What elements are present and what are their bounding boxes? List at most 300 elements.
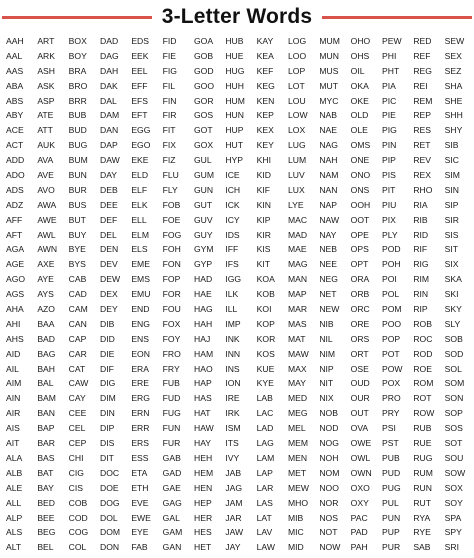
word-cell: SOM bbox=[444, 378, 465, 389]
word-cell: HUP bbox=[225, 125, 244, 136]
word-cell: GAM bbox=[162, 527, 183, 538]
word-cell: BAT bbox=[37, 467, 54, 478]
word-cell: NIX bbox=[319, 393, 334, 404]
word-cell: RID bbox=[413, 229, 429, 240]
word-cell: HUN bbox=[225, 110, 244, 121]
word-cell: SHH bbox=[444, 110, 463, 121]
word-cell: FOG bbox=[162, 229, 182, 240]
word-cell: KYE bbox=[256, 378, 274, 389]
word-cell: PUR bbox=[382, 542, 401, 553]
word-cell: KEN bbox=[256, 95, 275, 106]
word-cell: REV bbox=[413, 155, 431, 166]
word-cell: KEX bbox=[256, 125, 274, 136]
word-cell: CAB bbox=[68, 274, 87, 285]
word-cell: GOA bbox=[194, 36, 214, 46]
word-cell: DAY bbox=[100, 170, 118, 181]
word-cell: HAG bbox=[194, 304, 213, 315]
word-cell: FOY bbox=[162, 333, 181, 344]
word-cell: OLE bbox=[350, 125, 368, 136]
word-cell: SEX bbox=[444, 50, 462, 61]
word-cell: DAP bbox=[100, 140, 118, 151]
word-cell: DOE bbox=[100, 482, 119, 493]
word-cell: SKA bbox=[444, 274, 462, 285]
word-cell: FLU bbox=[162, 170, 179, 181]
word-cell: BYE bbox=[68, 244, 86, 255]
word-cell: ORC bbox=[350, 304, 370, 315]
word-cell: LAG bbox=[256, 438, 274, 449]
word-cell: EDS bbox=[131, 36, 149, 46]
word-cell: JAG bbox=[225, 482, 243, 493]
word-cell: BUT bbox=[68, 214, 86, 225]
word-cell: PIA bbox=[382, 80, 396, 91]
word-cell: OKE bbox=[350, 95, 369, 106]
word-cell: MED bbox=[288, 393, 308, 404]
word-cell: MAE bbox=[288, 244, 307, 255]
word-cell: SIS bbox=[444, 229, 459, 240]
word-cell: HAH bbox=[194, 318, 213, 329]
word-cell: POL bbox=[382, 289, 400, 300]
word-cell: NOM bbox=[319, 467, 340, 478]
word-cell: JAB bbox=[225, 467, 242, 478]
word-cell: PSI bbox=[382, 423, 396, 434]
word-cell: NOH bbox=[319, 452, 339, 463]
word-cell: IRK bbox=[225, 408, 240, 419]
word-cell: BEE bbox=[37, 512, 55, 523]
word-cell: LUX bbox=[288, 184, 305, 195]
word-cell: MID bbox=[288, 542, 304, 553]
word-cell: MHO bbox=[288, 497, 309, 508]
word-cell: GUM bbox=[194, 170, 215, 181]
word-cell: BUN bbox=[68, 170, 87, 181]
word-cell: ELL bbox=[131, 214, 147, 225]
word-cell: HAY bbox=[194, 438, 212, 449]
word-cell: MAC bbox=[288, 214, 308, 225]
word-cell: NAB bbox=[319, 110, 337, 121]
title-rule-right bbox=[322, 16, 472, 19]
word-cell: BUR bbox=[68, 184, 87, 195]
word-cell: LAW bbox=[256, 542, 275, 553]
word-cell: HUB bbox=[225, 36, 244, 46]
word-cell: DAD bbox=[100, 36, 119, 46]
word-cell: DOL bbox=[100, 512, 118, 523]
word-cell: LAC bbox=[256, 408, 274, 419]
word-cell: LUV bbox=[288, 170, 305, 181]
word-cell: AGO bbox=[6, 274, 26, 285]
word-cell: DIF bbox=[100, 363, 114, 374]
word-cell: REP bbox=[413, 110, 431, 121]
word-cell: MEL bbox=[288, 423, 306, 434]
word-cell: PIS bbox=[382, 170, 396, 181]
word-cell: OMS bbox=[350, 140, 371, 151]
word-cell: LAB bbox=[256, 393, 273, 404]
word-cell: RUE bbox=[413, 438, 432, 449]
word-cell: FIR bbox=[162, 110, 177, 121]
word-cell: ASP bbox=[37, 95, 55, 106]
word-cell: ONO bbox=[350, 170, 371, 181]
word-cell: MEW bbox=[288, 482, 310, 493]
word-cell: BAA bbox=[37, 318, 55, 329]
word-cell: COL bbox=[68, 542, 87, 553]
word-cell: CHI bbox=[68, 452, 84, 463]
word-cell: CEE bbox=[68, 408, 87, 419]
word-cell: ASH bbox=[37, 65, 55, 76]
word-cell: RIB bbox=[413, 214, 428, 225]
word-cell: BUM bbox=[68, 155, 88, 166]
word-cell: OUR bbox=[350, 393, 370, 404]
word-cell: MEG bbox=[288, 408, 308, 419]
word-cell: FUD bbox=[162, 393, 181, 404]
word-cell: LOG bbox=[288, 36, 307, 46]
word-cell: SIT bbox=[444, 244, 459, 255]
word-cell: SOL bbox=[444, 363, 462, 374]
word-cell: LAS bbox=[256, 497, 273, 508]
word-cell: SIP bbox=[444, 199, 459, 210]
word-cell: GOB bbox=[194, 50, 214, 61]
word-cell: KIR bbox=[256, 229, 271, 240]
word-cell: AWL bbox=[37, 229, 56, 240]
word-cell: CAR bbox=[68, 348, 87, 359]
word-cell: LAD bbox=[256, 423, 274, 434]
word-cell: NIM bbox=[319, 348, 336, 359]
word-cell: FIX bbox=[162, 140, 177, 151]
word-cell: BRO bbox=[68, 80, 88, 91]
word-cell: PHI bbox=[382, 50, 397, 61]
word-cell: GUT bbox=[194, 199, 213, 210]
word-cell: OHO bbox=[350, 36, 371, 46]
word-cell: FID bbox=[162, 36, 177, 46]
word-cell: DAN bbox=[100, 125, 119, 136]
word-cell: MEM bbox=[288, 438, 309, 449]
word-cell: EMU bbox=[131, 289, 151, 300]
word-cell: POI bbox=[382, 274, 397, 285]
word-cell: ENS bbox=[131, 333, 149, 344]
word-cell: DIS bbox=[100, 438, 115, 449]
word-cell: NOG bbox=[319, 438, 339, 449]
word-cell: ROE bbox=[413, 363, 432, 374]
word-cell: LOT bbox=[288, 80, 305, 91]
word-cell: KIF bbox=[256, 184, 271, 195]
word-cell: OWL bbox=[350, 452, 371, 463]
word-cell: AVA bbox=[37, 155, 54, 166]
word-cell: DEL bbox=[100, 229, 117, 240]
word-cell: CAP bbox=[68, 333, 87, 344]
word-cell: BOY bbox=[68, 50, 87, 61]
word-cell: DEX bbox=[100, 289, 118, 300]
word-cell: SIN bbox=[444, 184, 459, 195]
word-cell: PUB bbox=[382, 452, 400, 463]
word-cell: FUB bbox=[162, 378, 180, 389]
word-cell: DAK bbox=[100, 80, 118, 91]
word-cell: AWA bbox=[37, 199, 57, 210]
word-cell: GOS bbox=[194, 110, 214, 121]
word-cell: ERR bbox=[131, 423, 150, 434]
word-cell: PIT bbox=[382, 184, 396, 195]
word-cell: ILL bbox=[225, 304, 238, 315]
word-cell: ENG bbox=[131, 318, 150, 329]
word-cell: ATT bbox=[37, 125, 53, 136]
word-cell: KEY bbox=[256, 140, 274, 151]
word-cell: NEW bbox=[319, 304, 340, 315]
word-cell: CAM bbox=[68, 304, 88, 315]
word-cell: RUG bbox=[413, 452, 433, 463]
word-cell: FON bbox=[162, 259, 181, 270]
word-cell: SKI bbox=[444, 289, 459, 300]
word-cell: DOM bbox=[100, 527, 121, 538]
word-cell: BRR bbox=[68, 95, 87, 106]
word-cell: OHS bbox=[350, 50, 370, 61]
word-cell: SIB bbox=[444, 140, 459, 151]
word-cell: OXY bbox=[350, 497, 369, 508]
word-cell: MAY bbox=[288, 378, 306, 389]
word-cell: DID bbox=[100, 333, 115, 344]
word-cell: DIT bbox=[100, 452, 114, 463]
word-cell: MEN bbox=[288, 452, 308, 463]
word-cell: PIX bbox=[382, 214, 396, 225]
word-cell: LOX bbox=[288, 125, 306, 136]
word-cell: OOT bbox=[350, 214, 370, 225]
word-cell: BAR bbox=[37, 438, 55, 449]
word-cell: NOT bbox=[319, 527, 338, 538]
word-cell: ADD bbox=[6, 155, 25, 166]
word-cell: EEK bbox=[131, 50, 149, 61]
word-cell: PIG bbox=[382, 125, 397, 136]
word-cell: ELD bbox=[131, 170, 149, 181]
word-cell: EGO bbox=[131, 140, 151, 151]
word-cell: FIT bbox=[162, 125, 176, 136]
word-cell: HUG bbox=[225, 65, 245, 76]
word-cell: AAL bbox=[6, 50, 23, 61]
word-cell: ETA bbox=[131, 467, 148, 478]
word-cell: POW bbox=[382, 363, 403, 374]
word-cell: GAN bbox=[162, 542, 182, 553]
word-cell: RIA bbox=[413, 199, 428, 210]
word-cell: OWN bbox=[350, 467, 372, 478]
word-cell: NOS bbox=[319, 512, 338, 523]
word-cell: ROC bbox=[413, 333, 433, 344]
word-cell: EYE bbox=[131, 527, 149, 538]
word-cell: SEW bbox=[444, 36, 465, 46]
word-cell: HAO bbox=[194, 363, 213, 374]
word-cell: AIM bbox=[6, 378, 22, 389]
word-cell: MAG bbox=[288, 259, 308, 270]
word-cell: FOR bbox=[162, 289, 181, 300]
word-cell: NOW bbox=[319, 542, 341, 553]
word-cell: NIT bbox=[319, 378, 334, 389]
word-cell: ROD bbox=[413, 348, 433, 359]
word-cell: BAG bbox=[37, 348, 56, 359]
word-cell: REX bbox=[413, 170, 431, 181]
word-cell: ORT bbox=[350, 348, 369, 359]
word-cell: OKA bbox=[350, 80, 369, 91]
word-cell: KAY bbox=[256, 36, 274, 46]
word-cell: POH bbox=[382, 259, 401, 270]
word-cell: ELM bbox=[131, 229, 149, 240]
word-cell: IGG bbox=[225, 274, 242, 285]
word-cell: ALA bbox=[6, 452, 23, 463]
word-cell: OIL bbox=[350, 65, 365, 76]
word-cell: AIN bbox=[6, 393, 21, 404]
word-cell: KEA bbox=[256, 50, 274, 61]
word-cell: MAS bbox=[288, 318, 307, 329]
word-cell: DEF bbox=[100, 214, 118, 225]
word-cell: ABY bbox=[6, 110, 24, 121]
word-cell: EON bbox=[131, 348, 150, 359]
word-cell: BEL bbox=[37, 542, 54, 553]
word-cell: ELK bbox=[131, 199, 148, 210]
word-cell: JAR bbox=[225, 512, 242, 523]
word-cell: SIR bbox=[444, 214, 459, 225]
word-cell: IMP bbox=[225, 318, 241, 329]
word-cell: GAE bbox=[162, 482, 181, 493]
word-cell: ICY bbox=[225, 214, 240, 225]
word-cell: PUG bbox=[382, 482, 401, 493]
word-cell: AIL bbox=[6, 363, 19, 374]
word-cell: ORS bbox=[350, 333, 370, 344]
word-cell: HAJ bbox=[194, 333, 211, 344]
word-cell: DIM bbox=[100, 393, 116, 404]
word-cell: SOX bbox=[444, 482, 463, 493]
word-cell: POP bbox=[382, 333, 401, 344]
word-cell: HES bbox=[194, 527, 212, 538]
word-cell: PIE bbox=[382, 110, 396, 121]
word-cell: GOT bbox=[194, 125, 213, 136]
word-cell: DAG bbox=[100, 50, 119, 61]
word-cell: OPT bbox=[350, 259, 369, 270]
word-cell: JAY bbox=[225, 542, 241, 553]
word-cell: HAE bbox=[194, 289, 212, 300]
word-cell: POT bbox=[382, 348, 400, 359]
word-cell: RUT bbox=[413, 497, 431, 508]
word-cell: RIM bbox=[413, 274, 430, 285]
word-cell: COD bbox=[68, 512, 88, 523]
word-cell: ITS bbox=[225, 438, 239, 449]
word-cell: CEL bbox=[68, 423, 86, 434]
word-cell: AIS bbox=[6, 423, 20, 434]
word-cell: AGS bbox=[6, 289, 25, 300]
word-cell: SON bbox=[444, 393, 464, 404]
word-cell: GAD bbox=[162, 467, 182, 478]
word-cell: JAW bbox=[225, 527, 244, 538]
word-cell: CAN bbox=[68, 318, 87, 329]
word-cell: REG bbox=[413, 65, 432, 76]
word-cell: NET bbox=[319, 289, 337, 300]
word-cell: OPS bbox=[350, 244, 369, 255]
word-cell: AIT bbox=[6, 438, 20, 449]
word-cell: NIP bbox=[319, 363, 334, 374]
word-cell: IFF bbox=[225, 244, 239, 255]
word-cell: RYE bbox=[413, 527, 431, 538]
word-cell: FOU bbox=[162, 304, 181, 315]
word-cell: LAR bbox=[256, 482, 274, 493]
word-cell: BEG bbox=[37, 527, 56, 538]
word-cell: NIB bbox=[319, 318, 334, 329]
word-cell: EFF bbox=[131, 80, 148, 91]
word-cell: SAB bbox=[413, 542, 431, 553]
word-cell: REF bbox=[413, 50, 431, 61]
word-cell: RIG bbox=[413, 259, 429, 270]
word-cell: NOB bbox=[319, 408, 338, 419]
word-cell: ATE bbox=[37, 110, 54, 121]
word-cell: ALT bbox=[6, 542, 22, 553]
word-cell: FUG bbox=[162, 408, 181, 419]
word-cell: LOP bbox=[288, 65, 306, 76]
word-cell: AGE bbox=[6, 259, 25, 270]
word-cell: SOT bbox=[444, 438, 463, 449]
word-cell: LOU bbox=[288, 95, 306, 106]
word-cell: SHE bbox=[444, 95, 463, 106]
word-cell: ISM bbox=[225, 423, 241, 434]
word-cell: HUE bbox=[225, 50, 244, 61]
word-cell: ABS bbox=[6, 95, 24, 106]
word-cell: RET bbox=[413, 140, 431, 151]
word-cell: SOS bbox=[444, 423, 463, 434]
word-cell: FAB bbox=[131, 542, 148, 553]
word-cell: SOP bbox=[444, 408, 463, 419]
word-cell: FIG bbox=[162, 65, 177, 76]
word-cell: FOP bbox=[162, 274, 181, 285]
word-cell: LAT bbox=[256, 512, 272, 523]
word-cell: ACT bbox=[6, 140, 24, 151]
word-cell: ROT bbox=[413, 393, 432, 404]
word-cell: GOD bbox=[194, 65, 214, 76]
word-cell: AFF bbox=[6, 214, 23, 225]
word-cell: AGA bbox=[6, 244, 25, 255]
word-cell: MIB bbox=[288, 512, 304, 523]
word-cell: ART bbox=[37, 36, 55, 46]
word-cell: AIR bbox=[6, 408, 21, 419]
word-cell: KOI bbox=[256, 304, 272, 315]
word-cell: AAH bbox=[6, 36, 24, 46]
word-cell: NAM bbox=[319, 170, 339, 181]
word-cell: HEH bbox=[194, 452, 213, 463]
word-cell: AHS bbox=[6, 333, 24, 344]
word-cell: HAT bbox=[194, 408, 211, 419]
word-cell: HET bbox=[194, 542, 212, 553]
word-cell: SLY bbox=[444, 318, 461, 329]
word-cell: DEB bbox=[100, 184, 118, 195]
word-cell: KOP bbox=[256, 318, 275, 329]
word-cell: FOE bbox=[162, 214, 181, 225]
word-cell: LAV bbox=[256, 527, 273, 538]
word-cell: BUG bbox=[68, 140, 88, 151]
word-cell: BAY bbox=[37, 482, 54, 493]
word-cell: PST bbox=[382, 438, 399, 449]
word-cell: ILK bbox=[225, 289, 239, 300]
word-cell: ESS bbox=[131, 452, 149, 463]
word-cell: HUH bbox=[225, 80, 244, 91]
word-cell: DEY bbox=[100, 304, 118, 315]
word-cell: HUT bbox=[225, 140, 243, 151]
word-cell: MIC bbox=[288, 527, 304, 538]
word-cell: PLY bbox=[382, 229, 398, 240]
word-cell: NOR bbox=[319, 497, 339, 508]
word-cell: DAH bbox=[100, 65, 119, 76]
word-cell: KOS bbox=[256, 348, 275, 359]
word-cell: AFT bbox=[6, 229, 23, 240]
word-cell: MUN bbox=[319, 50, 339, 61]
word-cell: DAW bbox=[100, 155, 120, 166]
word-cell: AWN bbox=[37, 244, 58, 255]
word-cell: PUL bbox=[382, 497, 399, 508]
word-cell: ARK bbox=[37, 50, 55, 61]
word-cell: OLD bbox=[350, 110, 369, 121]
word-cell: GUL bbox=[194, 155, 212, 166]
word-cell: RYA bbox=[413, 512, 431, 523]
word-cell: FUN bbox=[162, 423, 181, 434]
word-cell: HAW bbox=[194, 423, 214, 434]
word-cell: MUS bbox=[319, 65, 339, 76]
word-cell: CAD bbox=[68, 289, 87, 300]
